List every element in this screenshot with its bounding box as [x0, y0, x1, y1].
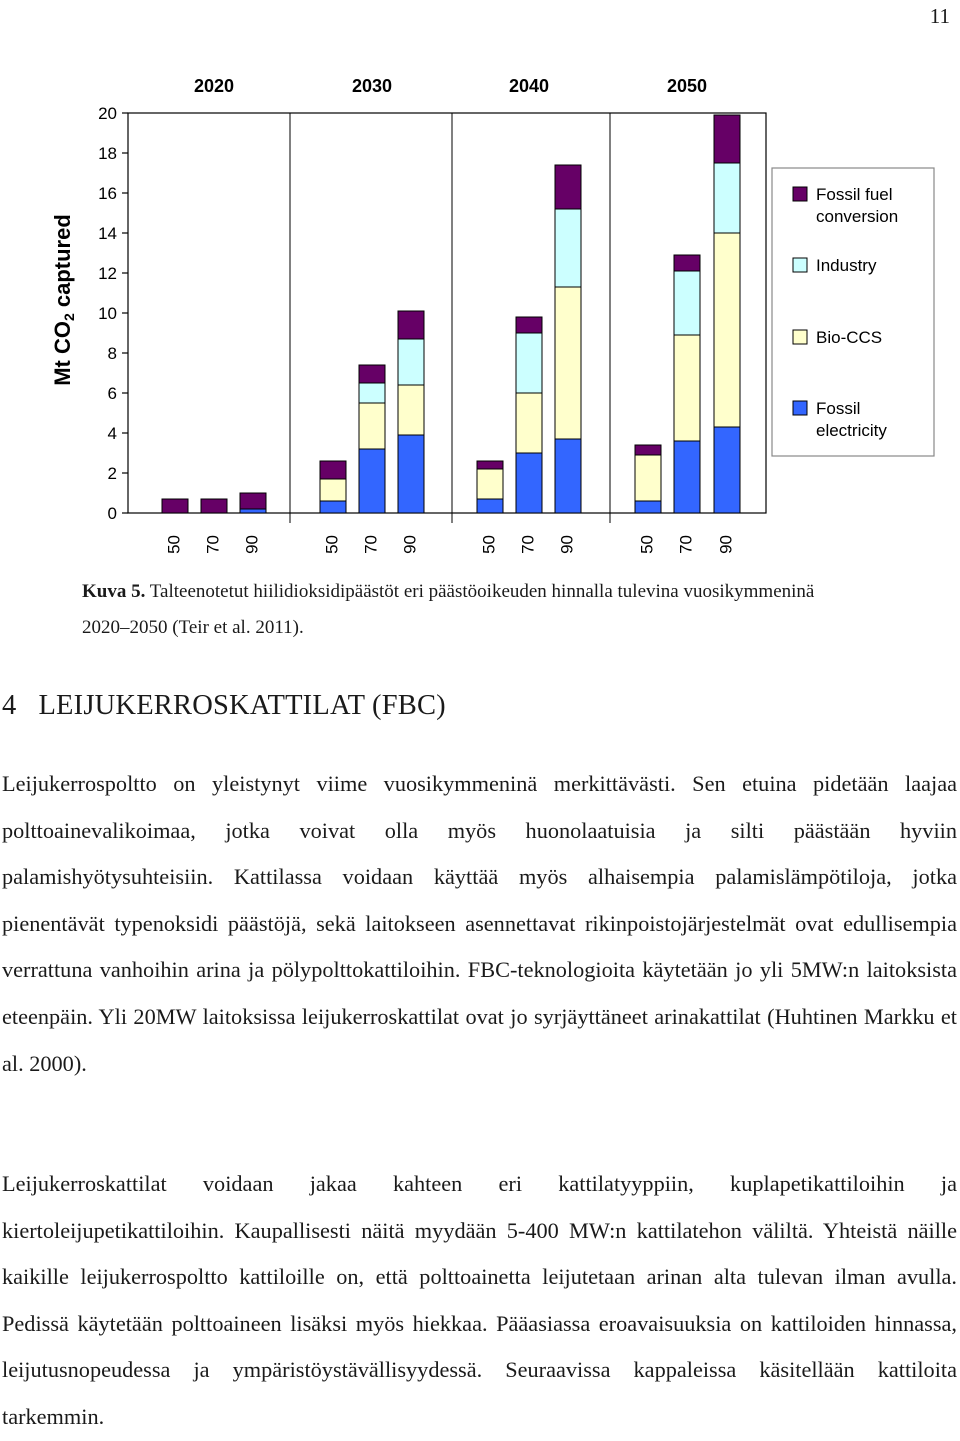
legend-swatch — [793, 258, 807, 272]
legend-label: electricity — [816, 421, 887, 440]
bar-segment — [398, 339, 424, 385]
caption-label: Kuva 5. — [82, 581, 146, 602]
y-axis-title-sub: 2 — [61, 313, 77, 322]
stacked-bar-chart — [0, 60, 960, 560]
bar-segment — [714, 233, 740, 427]
svg-text:Mt CO2 captured — [50, 214, 77, 386]
bar-segment — [555, 209, 581, 287]
bar-segment — [359, 403, 385, 449]
x-tick-label: 90 — [557, 535, 577, 554]
bar-segment — [516, 317, 542, 333]
bar-segment — [635, 455, 661, 501]
bar-segment — [477, 499, 503, 513]
paragraph-2: Leijukerroskattilat voidaan jakaa kahteen eri kattilatyyppiin, kuplapetikattiloihin ja kiertoleijupetikattiloihin. Kaupallisesti näitä myydään 5-400 MW:n kattilatehon väliltä. Yhteistä näille kaikille leijukerrospoltto kattiloille on, että polttoainetta leijutetaan arinan alta tulevan ilman avulla. Pedissä käytetään polttoaineen lisäksi myös hiekkaa. Pääasiassa eroavaisuuksia on kattiloiden hinnassa, leijutusnopeudessa ja ympäristöystävällisyydessä. Seuraavissa kappaleissa käsitellään kattiloita tarkemmin. — [2, 1171, 957, 1429]
y-tick-label: 18 — [98, 144, 117, 163]
y-tick-label: 8 — [107, 344, 117, 363]
plot-area — [128, 113, 766, 513]
bar-segment — [359, 383, 385, 403]
paragraph-1: Leijukerrospoltto on yleistynyt viime vuosikymmeninä merkittävästi. Sen etuina pidetään laajaa polttoainevalikoimaa, jotka voivat olla myös huonolaatuisia ja silti päästään hyviin palamishyötysuhteisiin. Kattilassa voidaan käyttää myös alhaisempia palamislämpötiloja, jotka pienentävät typenoksidi päästöjä, sekä laitokseen asennettavat rikinpoistojärjestelmät ovat edullisempia verrattuna vanhoihin arina ja pölypolttokattiloihin. FBC-teknologioita käytetään jo yli 5MW:n laitoksista eteenpäin. Yli 20MW laitoksissa leijukerroskattilat ovat jo syrjäyttäneet arinakattilat (Huhtinen Markku et al. 2000). — [2, 771, 957, 1076]
x-tick-label: 50 — [637, 535, 657, 554]
caption-text-line1: Talteenotetut hiilidioksidipäästöt eri päästöoikeuden hinnalla tulevina vuosikymmeninä — [145, 581, 815, 602]
x-tick-label: 70 — [518, 535, 538, 554]
bar-segment — [635, 501, 661, 513]
group-label: 2040 — [508, 76, 550, 96]
caption-text-line2: 2020–2050 (Teir et al. 2011). — [82, 617, 304, 638]
bar-segment — [359, 449, 385, 513]
bar-segment — [516, 453, 542, 513]
y-tick-label: 6 — [107, 384, 117, 403]
bar-segment — [516, 393, 542, 453]
y-tick-label: 14 — [98, 224, 117, 243]
bar-segment — [674, 255, 700, 271]
x-tick-label: 50 — [322, 535, 342, 554]
figure-caption — [82, 574, 960, 610]
y-tick-label: 4 — [107, 424, 117, 443]
legend-label: Bio-CCS — [816, 328, 883, 347]
x-tick-label: 70 — [361, 535, 381, 554]
y-axis-title-main: Mt CO — [50, 321, 75, 386]
y-tick-label: 2 — [107, 464, 117, 483]
y-tick-label: 10 — [98, 304, 117, 323]
bar-segment — [398, 385, 424, 435]
group-label: 2020 — [193, 76, 235, 96]
bar-segment — [320, 479, 346, 501]
legend-label: Industry — [816, 256, 877, 275]
bar-segment — [162, 499, 188, 513]
bar-segment — [398, 435, 424, 513]
bar-segment — [477, 461, 503, 469]
section-title: LEIJUKERROSKATTILAT (FBC) — [38, 690, 446, 721]
bar-segment — [674, 441, 700, 513]
legend-swatch — [793, 401, 807, 415]
x-tick-label: 50 — [479, 535, 499, 554]
bar-segment — [714, 115, 740, 163]
x-tick-label: 50 — [164, 535, 184, 554]
y-axis-title-rest: captured — [50, 214, 75, 314]
bar-segment — [477, 469, 503, 499]
bar-segment — [674, 271, 700, 335]
x-tick-label: 90 — [242, 535, 262, 554]
bar-segment — [240, 493, 266, 509]
bar-segment — [555, 165, 581, 209]
y-tick-label: 12 — [98, 264, 117, 283]
bar-segment — [635, 445, 661, 455]
x-tick-label: 70 — [676, 535, 696, 554]
x-tick-label: 90 — [716, 535, 736, 554]
legend-label: conversion — [816, 207, 899, 226]
bar-segment — [555, 439, 581, 513]
section-number: 4 — [2, 690, 17, 721]
group-label: 2050 — [666, 76, 708, 96]
legend-label: Fossil fuel — [816, 185, 893, 204]
group-label: 2030 — [351, 76, 393, 96]
bar-segment — [714, 427, 740, 513]
bar-segment — [240, 509, 266, 513]
bar-segment — [516, 333, 542, 393]
bar-segment — [714, 163, 740, 233]
y-tick-label: 0 — [107, 504, 117, 523]
legend-swatch — [793, 187, 807, 201]
y-axis-title — [50, 214, 77, 386]
bar-segment — [555, 287, 581, 439]
legend-swatch — [793, 330, 807, 344]
legend-label: Fossil — [816, 399, 861, 418]
bar-segment — [320, 461, 346, 479]
y-tick-label: 20 — [98, 104, 117, 123]
bar-segment — [359, 365, 385, 383]
x-tick-label: 90 — [400, 535, 420, 554]
y-tick-label: 16 — [98, 184, 117, 203]
bar-segment — [398, 311, 424, 339]
bar-segment — [320, 501, 346, 513]
bar-segment — [201, 499, 227, 513]
section-heading — [2, 690, 446, 722]
x-tick-label: 70 — [203, 535, 223, 554]
legend — [772, 168, 934, 456]
page-number: 11 — [929, 4, 950, 28]
bar-segment — [674, 335, 700, 441]
